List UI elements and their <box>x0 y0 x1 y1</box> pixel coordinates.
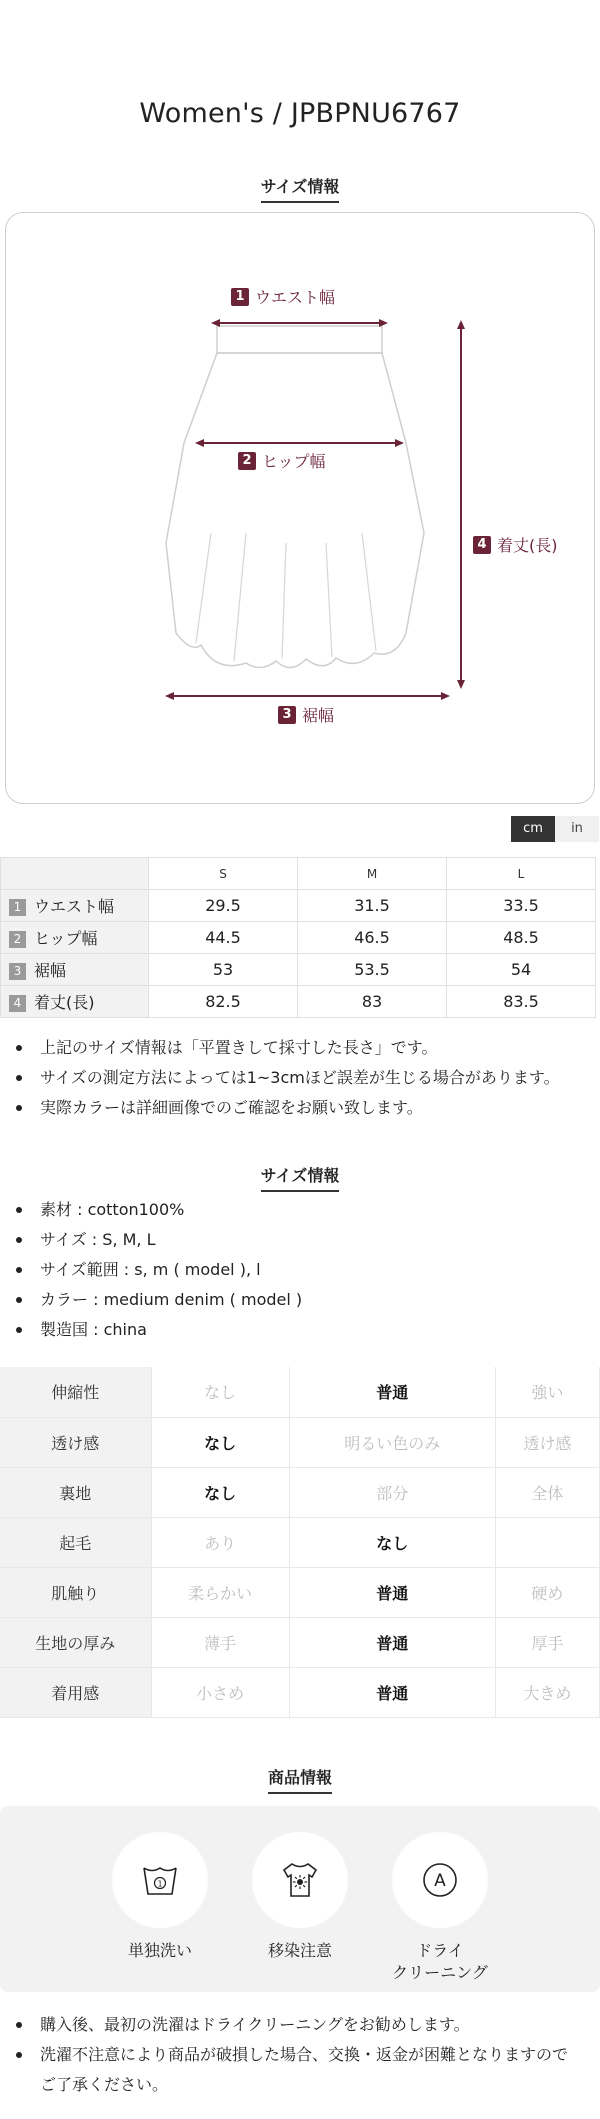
attribute-option: 大きめ <box>495 1667 599 1717</box>
attribute-option: なし <box>289 1517 495 1567</box>
list-item: ご了承ください。 <box>40 2075 169 2094</box>
row-label: 着丈(長) <box>34 993 95 1012</box>
size-column-header: L <box>447 858 596 890</box>
table-row <box>1 986 596 1018</box>
table-cell: 83 <box>298 986 447 1018</box>
table-row <box>1 890 596 922</box>
list-item: 上記のサイズ情報は「平置きして採寸した長さ」です。 <box>0 1033 600 1063</box>
size-section-title: サイズ情報 <box>261 174 340 203</box>
attribute-option: 全体 <box>495 1467 599 1517</box>
attribute-row <box>0 1367 600 1417</box>
table-row <box>1 954 596 986</box>
list-item: 洗濯不注意により商品が破損した場合、交換・返金が困難となりますので <box>0 2040 600 2070</box>
list-item: 実際カラーは詳細画像でのご確認をお願い致します。 <box>0 1093 600 1123</box>
list-item: 製造国 : china <box>0 1315 600 1345</box>
row-label: ヒップ幅 <box>34 929 98 948</box>
measure-label-text: 着丈(長) <box>497 536 558 555</box>
spec-section-title: サイズ情報 <box>261 1163 340 1192</box>
attribute-option: 普通 <box>289 1567 495 1617</box>
care-icon-circle <box>112 1832 208 1928</box>
product-title: Women's / JPBPNU6767 <box>139 98 461 129</box>
attribute-row <box>0 1617 600 1667</box>
table-cell: 48.5 <box>447 922 596 954</box>
table-cell: 53.5 <box>298 954 447 986</box>
attribute-label: 裏地 <box>0 1467 151 1517</box>
row-header <box>1 986 149 1018</box>
size-notes <box>0 1033 600 1123</box>
row-header <box>1 890 149 922</box>
table-cell: 33.5 <box>447 890 596 922</box>
dry-clean-letter: A <box>434 1871 446 1891</box>
attribute-option: なし <box>151 1417 289 1467</box>
product-section-heading <box>0 1765 600 1794</box>
care-icon-circle <box>392 1832 488 1928</box>
size-column-header: M <box>298 858 447 890</box>
attribute-option: 硬め <box>495 1567 599 1617</box>
spec-section-heading <box>0 1163 600 1192</box>
list-item: サイズの測定方法によっては1~3cmほど誤差が生じる場合があります。 <box>0 1063 600 1093</box>
arrow-tip <box>165 692 174 700</box>
waist-label <box>231 285 335 308</box>
row-number: 2 <box>9 931 26 948</box>
table-cell: 53 <box>149 954 298 986</box>
arrow-tip <box>379 319 388 327</box>
list-item: カラー : medium denim ( model ) <box>0 1285 600 1315</box>
skirt-diagram <box>5 212 595 804</box>
care-label: 単独洗い <box>127 1941 192 1960</box>
hem-label <box>278 703 334 726</box>
care-panel <box>0 1806 600 1992</box>
size-column-header: S <box>149 858 298 890</box>
size-table <box>0 857 596 1018</box>
arrow-tip <box>395 439 404 447</box>
row-header <box>1 922 149 954</box>
size-table-header <box>1 858 596 890</box>
unit-cm-button[interactable]: cm <box>511 816 555 842</box>
dry-clean-icon <box>420 1860 460 1900</box>
table-cell: 54 <box>447 954 596 986</box>
measure-label-text: ヒップ幅 <box>262 452 326 471</box>
attribute-option <box>495 1517 599 1567</box>
svg-text:1: 1 <box>157 1879 163 1889</box>
attribute-option: 普通 <box>289 1617 495 1667</box>
arrow-tip <box>441 692 450 700</box>
attribute-option: あり <box>151 1517 289 1567</box>
arrow-tip <box>457 320 465 329</box>
skirt-fold <box>282 543 286 658</box>
care-item-hand-wash <box>110 1832 210 1962</box>
table-cell: 46.5 <box>298 922 447 954</box>
attribute-row <box>0 1467 600 1517</box>
list-item: サイズ範囲 : s, m ( model ), l <box>0 1255 600 1285</box>
attribute-label: 起毛 <box>0 1517 151 1567</box>
care-label: ドライ クリーニング <box>392 1941 488 1982</box>
attribute-label: 伸縮性 <box>0 1367 151 1417</box>
skirt-fold <box>234 533 246 661</box>
row-header <box>1 954 149 986</box>
attribute-option: 明るい色のみ <box>289 1417 495 1467</box>
attribute-option: 薄手 <box>151 1617 289 1667</box>
table-cell: 44.5 <box>149 922 298 954</box>
attribute-label: 生地の厚み <box>0 1617 151 1667</box>
attribute-option: 透け感 <box>495 1417 599 1467</box>
attribute-row <box>0 1517 600 1567</box>
row-number: 3 <box>9 963 26 980</box>
attribute-option: 部分 <box>289 1467 495 1517</box>
skirt-fold <box>362 533 376 651</box>
color-transfer-shirt-icon <box>278 1858 322 1902</box>
spec-list <box>0 1195 600 1345</box>
measure-label-text: ウエスト幅 <box>255 288 336 307</box>
attribute-row <box>0 1417 600 1467</box>
unit-in-button[interactable]: in <box>555 816 599 842</box>
attribute-option: 小さめ <box>151 1667 289 1717</box>
row-number: 4 <box>9 995 26 1012</box>
attribute-table <box>0 1367 600 1718</box>
attribute-label: 肌触り <box>0 1567 151 1617</box>
attribute-option: なし <box>151 1467 289 1517</box>
attribute-row <box>0 1667 600 1717</box>
unit-toggle <box>511 816 599 842</box>
attribute-option: 柔らかい <box>151 1567 289 1617</box>
attribute-option: なし <box>151 1367 289 1417</box>
table-cell: 31.5 <box>298 890 447 922</box>
length-label <box>473 533 558 556</box>
care-item-color-transfer <box>250 1832 350 1962</box>
measure-number: 2 <box>238 452 256 470</box>
product-section-title: 商品情報 <box>268 1765 332 1794</box>
arrow-tip <box>457 680 465 689</box>
hip-label <box>238 449 326 472</box>
measure-label-text: 裾幅 <box>302 706 335 725</box>
row-number: 1 <box>9 899 26 916</box>
attribute-option: 普通 <box>289 1367 495 1417</box>
list-item: サイズ : S, M, L <box>0 1225 600 1255</box>
table-cell: 29.5 <box>149 890 298 922</box>
care-notes <box>0 2010 600 2100</box>
measure-number: 3 <box>278 706 296 724</box>
measure-number: 4 <box>473 536 491 554</box>
hand-wash-icon <box>140 1860 180 1900</box>
care-icon-circle <box>252 1832 348 1928</box>
attribute-option: 厚手 <box>495 1617 599 1667</box>
row-label: ウエスト幅 <box>34 897 115 916</box>
size-table-corner <box>1 858 149 890</box>
table-cell: 83.5 <box>447 986 596 1018</box>
attribute-option: 強い <box>495 1367 599 1417</box>
waistband-shape <box>217 326 382 353</box>
attribute-option: 普通 <box>289 1667 495 1717</box>
row-label: 裾幅 <box>34 961 67 980</box>
arrow-tip <box>195 439 204 447</box>
table-cell: 82.5 <box>149 986 298 1018</box>
arrow-tip <box>211 319 220 327</box>
attribute-label: 透け感 <box>0 1417 151 1467</box>
table-row <box>1 922 596 954</box>
attribute-row <box>0 1567 600 1617</box>
skirt-fold <box>196 533 211 643</box>
list-item: 購入後、最初の洗濯はドライクリーニングをお勧めします。 <box>0 2010 600 2040</box>
skirt-fold <box>326 543 332 657</box>
size-section-heading <box>0 174 600 203</box>
care-item-dry-clean <box>390 1832 490 1984</box>
skirt-outline <box>166 353 424 668</box>
care-label: 移染注意 <box>267 1941 332 1960</box>
list-item: 素材 : cotton100% <box>0 1195 600 1225</box>
measure-number: 1 <box>231 288 249 306</box>
attribute-label: 着用感 <box>0 1667 151 1717</box>
